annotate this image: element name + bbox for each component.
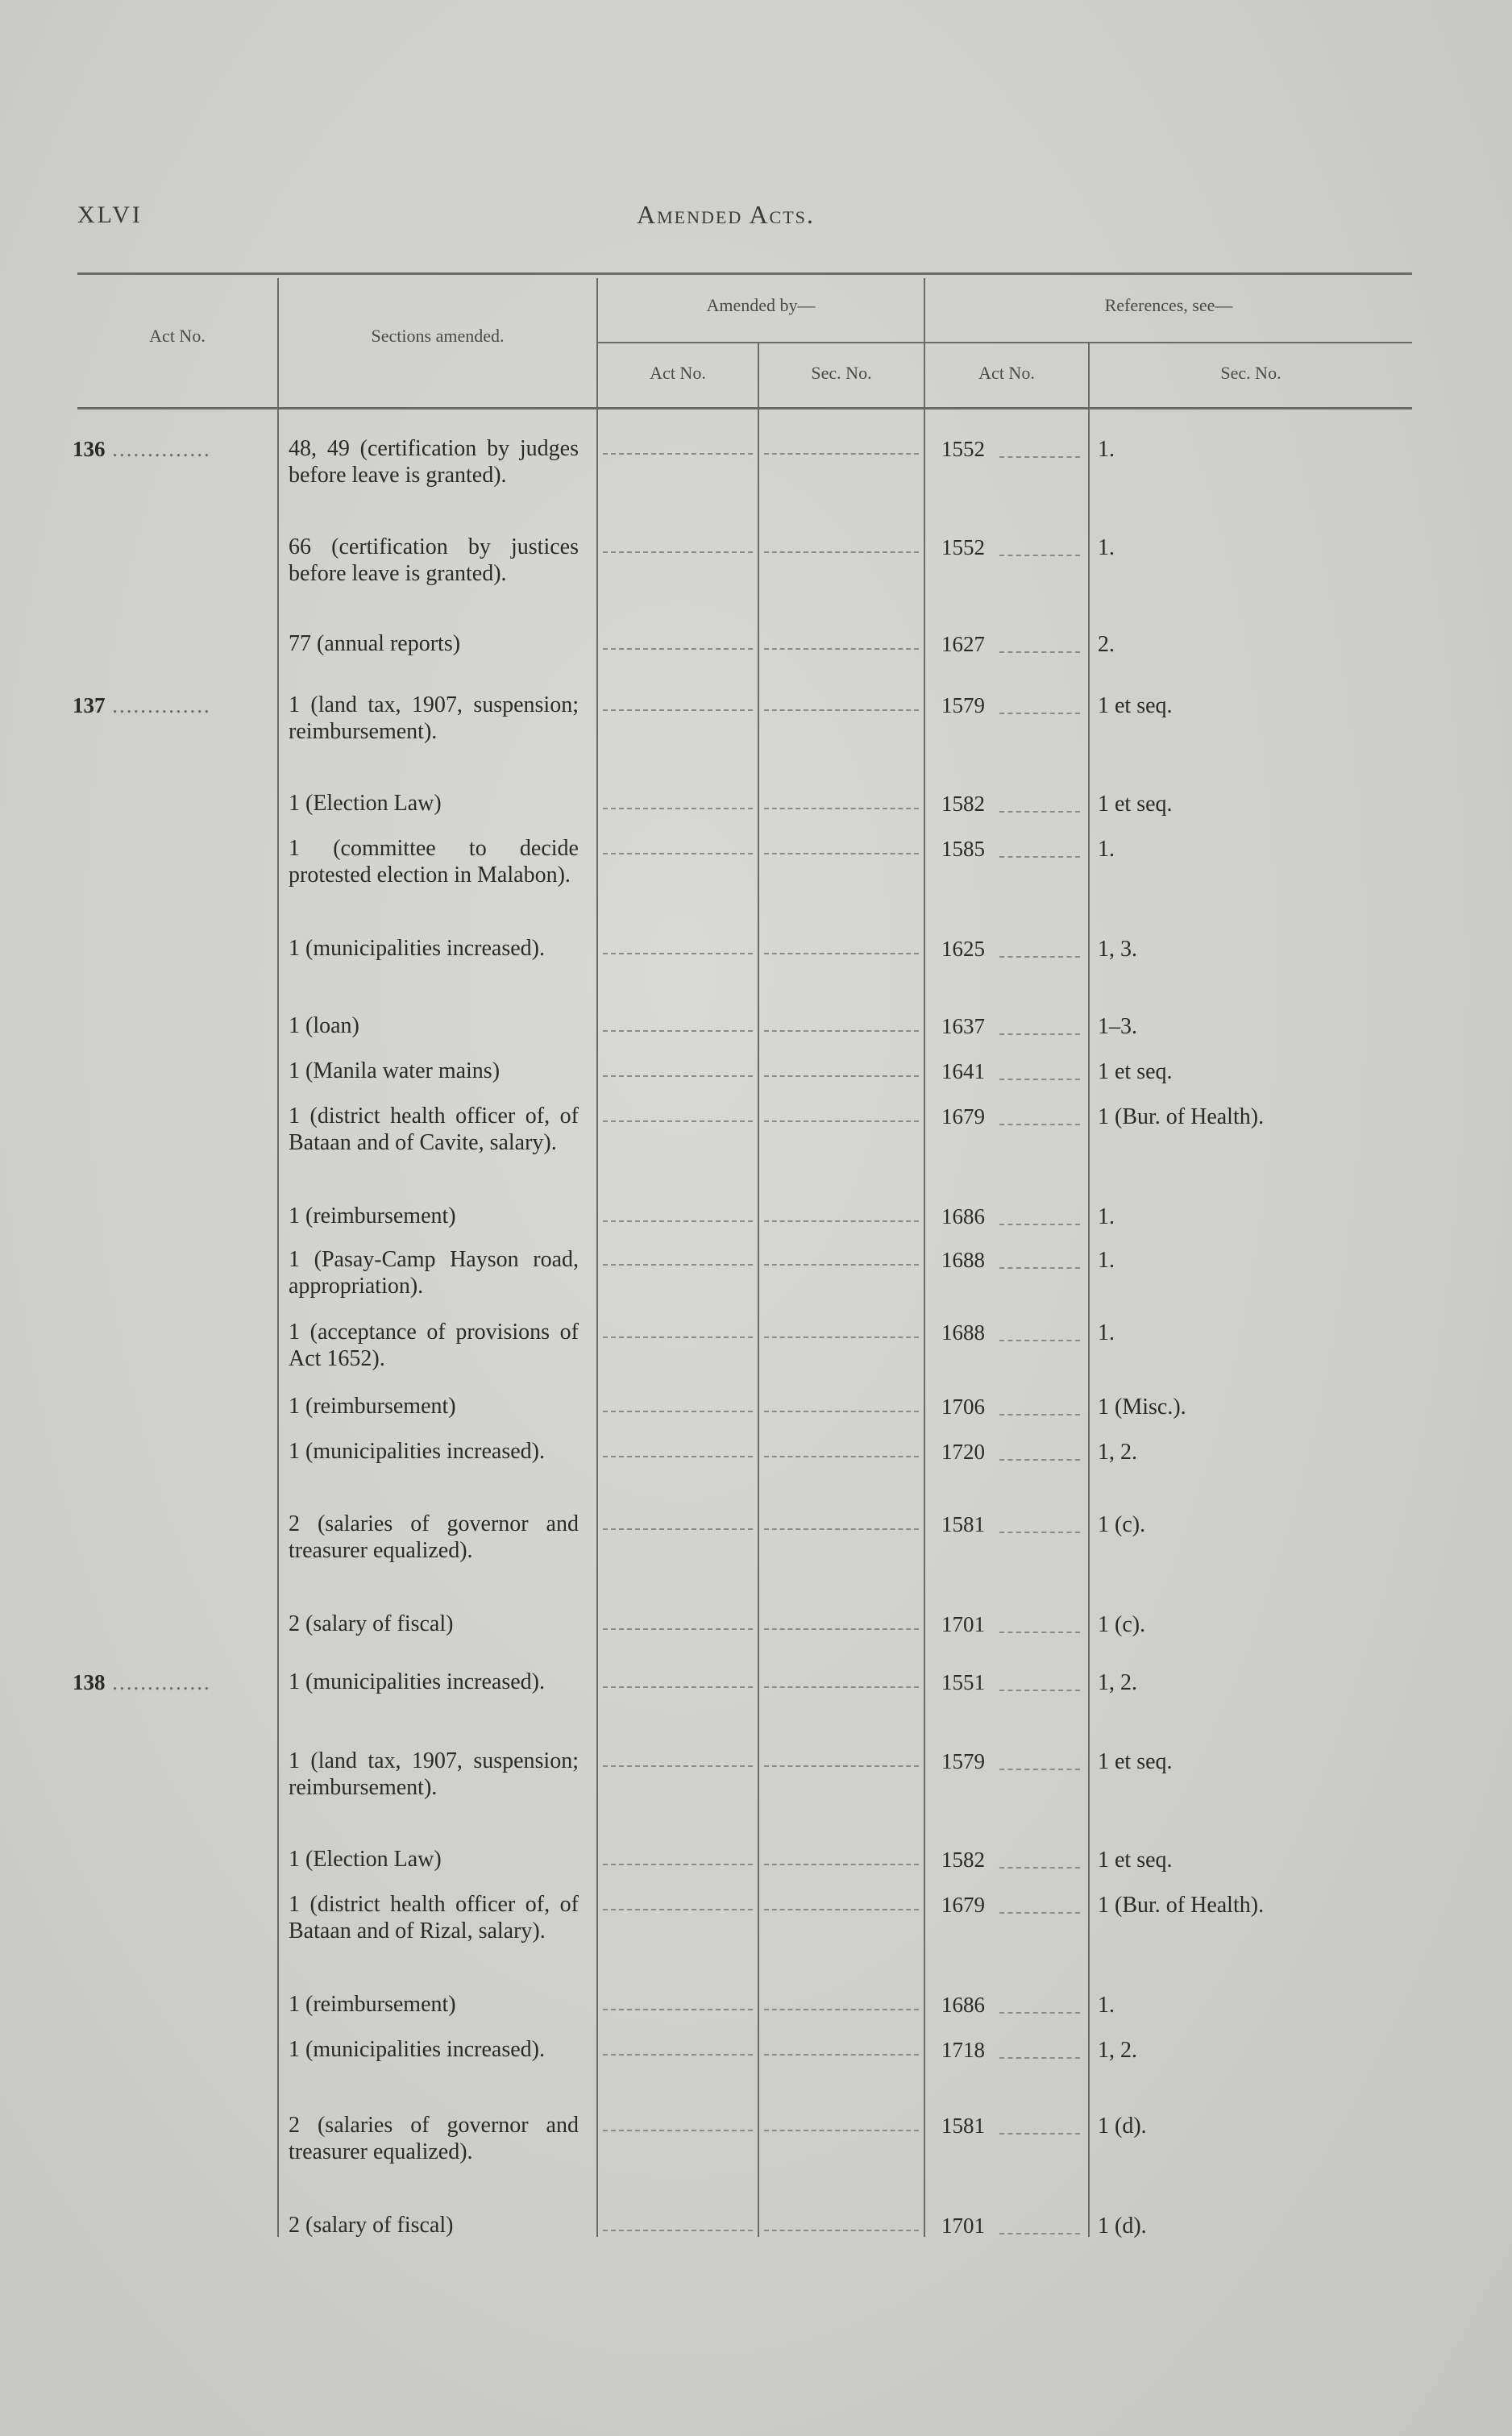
empty-cell-leader bbox=[764, 648, 919, 650]
empty-cell-leader bbox=[603, 953, 753, 954]
reference-act-no-value: 1701 bbox=[941, 1612, 985, 1636]
reference-act-no-value: 1582 bbox=[941, 1848, 985, 1872]
section-amended: 1 (Election Law) bbox=[289, 1847, 442, 1872]
section-amended: 1 (reimbursement) bbox=[289, 1203, 456, 1228]
act-number-value: 136 bbox=[73, 437, 106, 461]
empty-cell-leader bbox=[764, 1864, 919, 1865]
empty-cell-leader bbox=[603, 1528, 753, 1530]
section-amended: 1 (district health officer of, of Bataan and of Rizal, salary). bbox=[289, 1892, 579, 1943]
empty-cell-leader bbox=[603, 551, 753, 553]
reference-act-no bbox=[941, 1395, 985, 1420]
col-rule-5 bbox=[1088, 342, 1090, 2237]
reference-leader bbox=[999, 1769, 1080, 1770]
reference-act-no bbox=[941, 437, 985, 462]
reference-leader bbox=[999, 2057, 1080, 2059]
reference-sec-no: 1 (Bur. of Health). bbox=[1098, 1104, 1265, 1129]
reference-act-no bbox=[941, 1248, 985, 1273]
reference-sec-no: 1 (c). bbox=[1098, 1612, 1146, 1637]
reference-leader bbox=[999, 856, 1080, 858]
empty-cell-leader bbox=[764, 2130, 919, 2131]
header-references: References, see— bbox=[1104, 295, 1233, 315]
reference-leader bbox=[999, 1912, 1080, 1914]
reference-act-no-value: 1582 bbox=[941, 792, 985, 816]
header-sections-amended: Sections amended. bbox=[371, 326, 505, 346]
reference-sec-no: 1 et seq. bbox=[1098, 693, 1173, 718]
empty-cell-leader bbox=[764, 1528, 919, 1530]
reference-act-no bbox=[941, 535, 985, 560]
empty-cell-leader bbox=[764, 1765, 919, 1767]
header-act-no: Act No. bbox=[149, 326, 206, 346]
section-amended: 2 (salaries of governor and treasurer equalized). bbox=[289, 2113, 579, 2164]
section-amended: 1 (reimbursement) bbox=[289, 1394, 456, 1419]
section-amended: 1 (Pasay-Camp Hayson road, appropriation). bbox=[289, 1247, 579, 1299]
empty-cell-leader bbox=[603, 808, 753, 809]
reference-sec-no: 1 et seq. bbox=[1098, 1848, 1173, 1873]
empty-cell-leader bbox=[603, 1864, 753, 1865]
act-number bbox=[73, 693, 211, 718]
reference-act-no bbox=[941, 2038, 985, 2063]
empty-cell-leader bbox=[603, 1628, 753, 1630]
empty-cell-leader bbox=[603, 648, 753, 650]
empty-cell-leader bbox=[764, 1336, 919, 1338]
reference-act-no bbox=[941, 1612, 985, 1637]
reference-leader bbox=[999, 2133, 1080, 2135]
reference-leader bbox=[999, 956, 1080, 958]
reference-act-no-value: 1679 bbox=[941, 1893, 985, 1917]
reference-act-no-value: 1637 bbox=[941, 1014, 985, 1038]
empty-cell-leader bbox=[764, 1120, 919, 1122]
reference-act-no-value: 1625 bbox=[941, 937, 985, 961]
reference-leader bbox=[999, 1690, 1080, 1691]
table-top-rule bbox=[77, 272, 1412, 275]
section-amended: 1 (municipalities increased). bbox=[289, 2037, 545, 2062]
reference-leader bbox=[999, 1532, 1080, 1533]
reference-leader bbox=[999, 1224, 1080, 1225]
reference-leader bbox=[999, 2233, 1080, 2234]
reference-act-no-value: 1581 bbox=[941, 1512, 985, 1536]
header-amended-sec-no: Sec. No. bbox=[811, 363, 872, 383]
reference-act-no-value: 1706 bbox=[941, 1395, 985, 1419]
reference-leader bbox=[999, 1033, 1080, 1035]
reference-sec-no: 1 et seq. bbox=[1098, 1059, 1173, 1084]
reference-sec-no: 1. bbox=[1098, 1204, 1115, 1229]
empty-cell-leader bbox=[764, 2230, 919, 2231]
empty-cell-leader bbox=[603, 1120, 753, 1122]
section-amended: 77 (annual reports) bbox=[289, 631, 461, 656]
col-rule-4 bbox=[924, 278, 925, 2237]
empty-cell-leader bbox=[764, 1411, 919, 1412]
empty-cell-leader bbox=[764, 1909, 919, 1910]
reference-act-no-value: 1627 bbox=[941, 632, 985, 656]
reference-leader bbox=[999, 1079, 1080, 1080]
empty-cell-leader bbox=[764, 1075, 919, 1077]
section-amended: 2 (salaries of governor and treasurer equalized). bbox=[289, 1511, 579, 1563]
empty-cell-leader bbox=[603, 1909, 753, 1910]
reference-act-no-value: 1720 bbox=[941, 1440, 985, 1464]
empty-cell-leader bbox=[764, 2054, 919, 2056]
header-ref-sec-no: Sec. No. bbox=[1220, 363, 1281, 383]
col-rule-3 bbox=[758, 342, 759, 2237]
reference-act-no bbox=[941, 2114, 985, 2139]
empty-cell-leader bbox=[603, 1264, 753, 1266]
act-number bbox=[73, 1670, 211, 1695]
reference-sec-no: 1. bbox=[1098, 1320, 1115, 1345]
section-amended: 1 (municipalities increased). bbox=[289, 1439, 545, 1464]
reference-leader bbox=[999, 1340, 1080, 1341]
empty-cell-leader bbox=[603, 709, 753, 711]
reference-sec-no: 1 (d). bbox=[1098, 2114, 1147, 2139]
reference-act-no bbox=[941, 1204, 985, 1229]
reference-leader bbox=[999, 1867, 1080, 1869]
empty-cell-leader bbox=[603, 2230, 753, 2231]
reference-leader bbox=[999, 2012, 1080, 2014]
reference-act-no-value: 1686 bbox=[941, 1993, 985, 2017]
header-amended-by: Amended by— bbox=[706, 295, 816, 315]
empty-cell-leader bbox=[764, 1686, 919, 1688]
reference-leader bbox=[999, 651, 1080, 653]
act-number-value: 138 bbox=[73, 1670, 106, 1694]
empty-cell-leader bbox=[603, 1411, 753, 1412]
col-rule-2 bbox=[596, 278, 598, 2237]
reference-act-no-value: 1688 bbox=[941, 1320, 985, 1345]
leader-dots: .............. bbox=[105, 437, 211, 461]
section-amended: 48, 49 (certification by judges before leave is granted). bbox=[289, 436, 579, 488]
reference-leader bbox=[999, 811, 1080, 813]
reference-act-no bbox=[941, 1749, 985, 1774]
empty-cell-leader bbox=[603, 853, 753, 854]
empty-cell-leader bbox=[603, 1336, 753, 1338]
empty-cell-leader bbox=[764, 1030, 919, 1032]
act-number bbox=[73, 437, 211, 462]
empty-cell-leader bbox=[764, 2009, 919, 2010]
page-title: Amended Acts. bbox=[637, 200, 815, 229]
reference-act-no-value: 1686 bbox=[941, 1204, 985, 1228]
reference-sec-no: 1. bbox=[1098, 1993, 1115, 2018]
reference-act-no-value: 1551 bbox=[941, 1670, 985, 1694]
section-amended: 1 (committee to decide protested election in Malabon). bbox=[289, 836, 579, 888]
reference-sec-no: 1, 2. bbox=[1098, 1440, 1137, 1465]
reference-sec-no: 1–3. bbox=[1098, 1014, 1137, 1039]
reference-leader bbox=[999, 1459, 1080, 1461]
reference-leader bbox=[999, 713, 1080, 714]
empty-cell-leader bbox=[603, 1765, 753, 1767]
reference-act-no bbox=[941, 1512, 985, 1537]
reference-act-no bbox=[941, 693, 985, 718]
section-amended: 1 (Manila water mains) bbox=[289, 1058, 501, 1083]
page-number: XLVI bbox=[77, 202, 143, 228]
reference-act-no bbox=[941, 792, 985, 817]
empty-cell-leader bbox=[603, 1075, 753, 1077]
section-amended: 1 (Election Law) bbox=[289, 791, 442, 816]
empty-cell-leader bbox=[603, 2009, 753, 2010]
reference-sec-no: 2. bbox=[1098, 632, 1115, 657]
reference-act-no bbox=[941, 1014, 985, 1039]
empty-cell-leader bbox=[603, 1030, 753, 1032]
header-mid-rule bbox=[598, 342, 1412, 343]
empty-cell-leader bbox=[764, 453, 919, 455]
empty-cell-leader bbox=[764, 1264, 919, 1266]
reference-act-no bbox=[941, 1848, 985, 1873]
empty-cell-leader bbox=[764, 709, 919, 711]
reference-sec-no: 1. bbox=[1098, 535, 1115, 560]
reference-sec-no: 1 (Bur. of Health). bbox=[1098, 1893, 1265, 1918]
empty-cell-leader bbox=[764, 1456, 919, 1457]
reference-act-no bbox=[941, 1440, 985, 1465]
reference-sec-no: 1, 2. bbox=[1098, 1670, 1137, 1695]
reference-sec-no: 1, 3. bbox=[1098, 937, 1137, 962]
section-amended: 1 (reimbursement) bbox=[289, 1992, 456, 2017]
reference-act-no-value: 1579 bbox=[941, 1749, 985, 1773]
section-amended: 66 (certification by justices before leave is granted). bbox=[289, 534, 579, 586]
reference-act-no-value: 1579 bbox=[941, 693, 985, 717]
empty-cell-leader bbox=[764, 551, 919, 553]
empty-cell-leader bbox=[603, 1220, 753, 1222]
header-ref-act-no: Act No. bbox=[978, 363, 1035, 383]
reference-sec-no: 1. bbox=[1098, 437, 1115, 462]
reference-leader bbox=[999, 1267, 1080, 1269]
reference-sec-no: 1 (d). bbox=[1098, 2214, 1147, 2239]
empty-cell-leader bbox=[764, 808, 919, 809]
reference-act-no bbox=[941, 1320, 985, 1345]
empty-cell-leader bbox=[603, 453, 753, 455]
reference-act-no-value: 1581 bbox=[941, 2114, 985, 2138]
header-amended-act-no: Act No. bbox=[650, 363, 706, 383]
reference-sec-no: 1 et seq. bbox=[1098, 1749, 1173, 1774]
empty-cell-leader bbox=[603, 2054, 753, 2056]
empty-cell-leader bbox=[603, 1686, 753, 1688]
reference-leader bbox=[999, 1632, 1080, 1633]
reference-act-no-value: 1679 bbox=[941, 1104, 985, 1129]
reference-leader bbox=[999, 1124, 1080, 1125]
reference-act-no-value: 1552 bbox=[941, 437, 985, 461]
reference-act-no-value: 1688 bbox=[941, 1248, 985, 1272]
reference-act-no-value: 1552 bbox=[941, 535, 985, 559]
reference-sec-no: 1 (c). bbox=[1098, 1512, 1146, 1537]
reference-act-no bbox=[941, 837, 985, 862]
empty-cell-leader bbox=[603, 2130, 753, 2131]
reference-act-no-value: 1718 bbox=[941, 2038, 985, 2062]
act-number-value: 137 bbox=[73, 693, 106, 717]
reference-act-no bbox=[941, 1104, 985, 1129]
reference-act-no bbox=[941, 1670, 985, 1695]
reference-act-no bbox=[941, 1059, 985, 1084]
reference-sec-no: 1 (Misc.). bbox=[1098, 1395, 1186, 1420]
section-amended: 1 (land tax, 1907, suspension; reimbursement). bbox=[289, 692, 579, 744]
reference-sec-no: 1. bbox=[1098, 1248, 1115, 1273]
reference-sec-no: 1 et seq. bbox=[1098, 792, 1173, 817]
reference-act-no-value: 1641 bbox=[941, 1059, 985, 1083]
empty-cell-leader bbox=[764, 1628, 919, 1630]
section-amended: 1 (district health officer of, of Bataan and of Cavite, salary). bbox=[289, 1104, 579, 1155]
reference-act-no-value: 1585 bbox=[941, 837, 985, 861]
section-amended: 1 (land tax, 1907, suspension; reimbursement). bbox=[289, 1748, 579, 1800]
reference-act-no bbox=[941, 2214, 985, 2239]
empty-cell-leader bbox=[764, 1220, 919, 1222]
reference-leader bbox=[999, 555, 1080, 556]
section-amended: 1 (loan) bbox=[289, 1013, 359, 1038]
leader-dots: .............. bbox=[105, 693, 211, 717]
leader-dots: .............. bbox=[105, 1670, 211, 1694]
section-amended: 1 (municipalities increased). bbox=[289, 936, 545, 961]
reference-sec-no: 1. bbox=[1098, 837, 1115, 862]
empty-cell-leader bbox=[603, 1456, 753, 1457]
section-amended: 1 (municipalities increased). bbox=[289, 1669, 545, 1694]
reference-act-no bbox=[941, 1893, 985, 1918]
reference-leader bbox=[999, 1414, 1080, 1415]
section-amended: 2 (salary of fiscal) bbox=[289, 1611, 454, 1636]
reference-sec-no: 1, 2. bbox=[1098, 2038, 1137, 2063]
col-rule-1 bbox=[277, 278, 279, 2237]
section-amended: 2 (salary of fiscal) bbox=[289, 2213, 454, 2238]
empty-cell-leader bbox=[764, 853, 919, 854]
section-amended: 1 (acceptance of provisions of Act 1652). bbox=[289, 1320, 579, 1371]
empty-cell-leader bbox=[764, 953, 919, 954]
reference-act-no bbox=[941, 937, 985, 962]
reference-act-no bbox=[941, 1993, 985, 2018]
reference-leader bbox=[999, 456, 1080, 458]
reference-act-no-value: 1701 bbox=[941, 2214, 985, 2238]
reference-act-no bbox=[941, 632, 985, 657]
